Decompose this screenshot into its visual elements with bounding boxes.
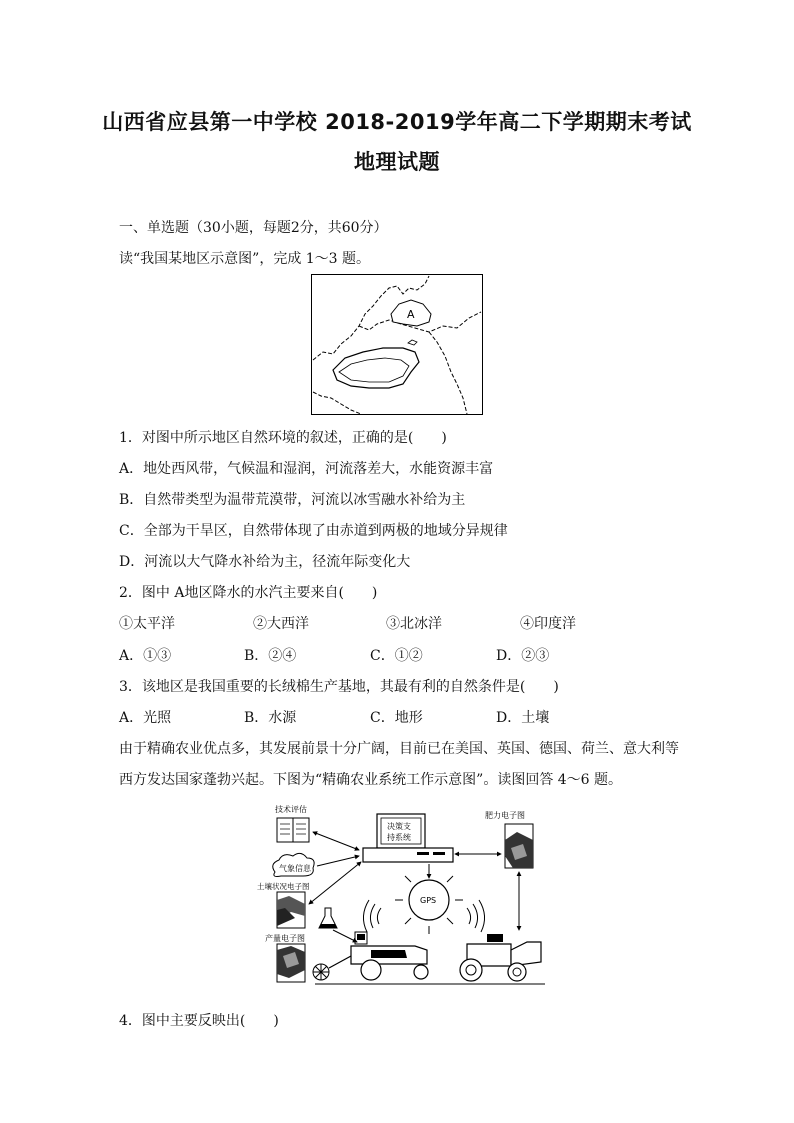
region-map-figure — [311, 274, 483, 419]
yield-map-icon — [277, 944, 305, 982]
section-heading: 一、单选题（30小题，每题2分，共60分） — [119, 220, 388, 236]
q2-item-2: ②大西洋 — [253, 616, 309, 632]
q3-option-a: A．光照 — [119, 710, 172, 726]
label-tech-assessment: 技术评估 — [275, 805, 307, 814]
precision-agriculture-svg — [255, 800, 555, 990]
q1-option-b: B．自然带类型为温带荒漠带，河流以冰雪融水补给为主 — [119, 492, 466, 508]
book-icon — [277, 818, 309, 842]
precision-agriculture-diagram — [255, 800, 555, 994]
label-decision-1: 决策支 — [387, 822, 411, 831]
q1-stem: 1．对图中所示地区自然环境的叙述，正确的是( ) — [119, 430, 447, 446]
intro-q1-3: 读“我国某地区示意图”，完成 1～3 题。 — [119, 251, 371, 267]
q3-stem: 3．该地区是我国重要的长绒棉生产基地，其最有利的自然条件是( ) — [119, 679, 559, 695]
q2-stem: 2．图中 A地区降水的水汽主要来自( ) — [119, 585, 378, 601]
q2-item-3: ③北冰洋 — [386, 616, 442, 632]
paper-title: 山西省应县第一中学校 2018-2019学年高二下学期期末考试 — [102, 110, 692, 134]
q4-stem: 4．图中主要反映出( ) — [119, 1013, 279, 1029]
q2-option-a: A．①③ — [119, 648, 172, 664]
flask-icon — [319, 908, 337, 928]
passage-line-2: 西方发达国家蓬勃兴起。下图为“精确农业系统工作示意图”。读图回答 4～6 题。 — [119, 772, 623, 788]
map-label-A: A — [407, 308, 415, 321]
paper-subtitle: 地理试题 — [354, 150, 440, 174]
q2-option-d: D．②③ — [496, 648, 550, 664]
soil-map-icon — [277, 892, 305, 928]
q2-item-4: ④印度洋 — [520, 616, 576, 632]
q1-option-a: A．地处西风带，气候温和湿润，河流落差大，水能资源丰富 — [119, 461, 494, 477]
label-yield-map: 产量电子图 — [265, 934, 305, 943]
label-decision-2: 持系统 — [387, 833, 411, 842]
q2-option-c: C．①② — [370, 648, 423, 664]
label-weather: 气象信息 — [279, 864, 311, 873]
q2-item-1: ①太平洋 — [119, 616, 175, 632]
q1-option-d: D．河流以大气降水补给为主，径流年际变化大 — [119, 554, 411, 570]
q2-option-b: B．②④ — [244, 648, 297, 664]
label-fertility-map: 肥力电子图 — [485, 811, 525, 820]
q3-option-c: C．地形 — [370, 710, 423, 726]
region-map — [311, 274, 483, 415]
q3-option-b: B．水源 — [244, 710, 297, 726]
q1-option-c: C．全部为干旱区，自然带体现了由赤道到两极的地域分异规律 — [119, 523, 508, 539]
q3-option-d: D．土壤 — [496, 710, 550, 726]
passage-line-1: 由于精确农业优点多，其发展前景十分广阔，目前已在美国、英国、德国、荷兰、意大利等 — [119, 741, 679, 757]
fertility-map-icon — [505, 824, 533, 868]
label-gps: GPS — [420, 896, 437, 905]
tractor-icon — [460, 934, 541, 981]
label-soil-map: 土壤状况电子图 — [257, 882, 310, 891]
harvester-icon — [313, 932, 428, 980]
